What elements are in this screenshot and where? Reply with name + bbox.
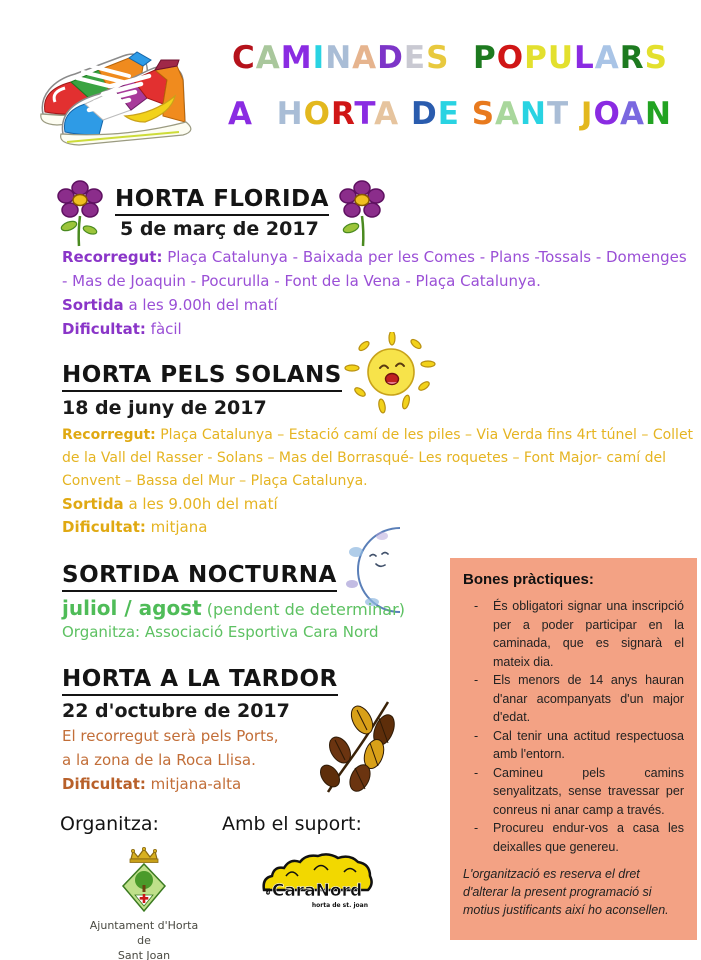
smiling-sun-icon: [342, 332, 447, 416]
tardor-line2: a la zona de la Roca Llisa.: [62, 751, 256, 769]
sortida-text: a les 9.00h del matí: [128, 296, 278, 314]
bullet-text: Cal tenir una actitud respectuosa amb l'entorn.: [493, 728, 684, 761]
organitza-label: Organitza:: [60, 813, 159, 835]
recorregut-line: [62, 245, 690, 293]
sortida-label: Sortida: [62, 495, 124, 513]
recorregut-text: Plaça Catalunya - Baixada per les Comes - Plans -Tossals - Domenges - Mas de Joaquin - Pocurulla - Font de la Vena - Plaça Catalunya.: [62, 248, 687, 290]
bones-bullet: [463, 597, 684, 671]
bones-bullet: [463, 764, 684, 820]
bones-practiques-title: Bones pràctiques:: [463, 571, 594, 588]
section-title-sortida-nocturna: SORTIDA NOCTURNA: [62, 562, 337, 592]
section-date-horta-a-la-tardor: 22 d'octubre de 2017: [62, 700, 290, 722]
dificultat-label: Dificultat:: [62, 320, 146, 338]
dificultat-text: mitjana: [150, 518, 208, 536]
bullet-text: Procureu endur-vos a casa les deixalles que genereu.: [493, 821, 684, 854]
flower-icon: [336, 180, 388, 250]
sortida-text: a les 9.00h del matí: [128, 495, 278, 513]
recorregut-label: Recorregut:: [62, 248, 163, 266]
recorregut-line: [62, 424, 694, 493]
recorregut-label: Recorregut:: [62, 427, 156, 443]
dificultat-line: [62, 772, 322, 796]
section-date-horta-florida: 5 de març de 2017: [120, 218, 319, 240]
suport-label: Amb el suport:: [222, 813, 362, 835]
colorful-sneakers-image: [25, 18, 203, 150]
bullet-text: És obligatori signar una inscripció per a poder participar en la caminada, que es signarà el mateix dia.: [493, 599, 684, 669]
sortida-label: Sortida: [62, 296, 124, 314]
nocturna-months: juliol / agost: [62, 596, 202, 620]
dificultat-label: Dificultat:: [62, 518, 146, 536]
nocturna-note: (pendent de determinar): [206, 600, 405, 619]
caranord-wordmark: CaraNord: [271, 881, 363, 901]
bones-practiques-box: [450, 558, 697, 940]
section-date-horta-pels-solans: 18 de juny de 2017: [62, 397, 267, 419]
section-title-horta-a-la-tardor: HORTA A LA TARDOR: [62, 666, 338, 696]
caranord-el-text: el: [264, 887, 272, 895]
nocturna-date-line: [62, 596, 405, 620]
nocturna-organitza-line: Organitza: Associació Esportiva Cara Nord: [62, 623, 379, 641]
flower-icon: [54, 180, 106, 250]
dificultat-text: fàcil: [150, 320, 182, 338]
caranord-subtext: horta de st. joan: [311, 902, 368, 909]
section-title-horta-florida: HORTA FLORIDA: [115, 186, 329, 216]
section-body-horta-florida: [62, 245, 690, 341]
ajuntament-coat-of-arms: [117, 845, 171, 915]
section-title-horta-pels-solans: HORTA PELS SOLANS: [62, 362, 342, 392]
dificultat-text: mitjana-alta: [150, 775, 242, 793]
bones-bullet: [463, 727, 684, 764]
recorregut-text: Plaça Catalunya – Estació camí de les piles – Via Verda fins 4rt túnel – Collet de la Vall del Rasser - Solans – Mas del Borrasqué- Les roquetes – Font Major- camí del Convent – Bassa del Mur – Plaça Catalunya.: [62, 427, 694, 489]
sortida-line: [62, 293, 690, 317]
tardor-line1: El recorregut serà pels Ports,: [62, 727, 279, 745]
bones-practiques-disclaimer: L'organització es reserva el dret d'alterar la present programació si motius justificants així ho aconsellen.: [463, 867, 669, 917]
poster-title-line2: A HORTA DE SANT JOAN: [228, 96, 672, 132]
bullet-text: Els menors de 14 anys hauran d'anar acompanyats d'un major d'edat.: [493, 673, 684, 724]
bullet-dash: -: [474, 599, 479, 613]
bullet-dash: -: [474, 821, 479, 835]
bullet-text: Camineu pels camins senyalitzats, sense travessar per conreus ni anar camp a través.: [493, 765, 684, 817]
sortida-line: [62, 493, 694, 516]
ajuntament-caption-line2: Sant Joan: [117, 949, 171, 960]
bones-bullet: [463, 819, 684, 856]
section-body-horta-a-la-tardor: [62, 724, 322, 796]
ajuntament-caption-line1: Ajuntament d'Horta de: [89, 919, 199, 947]
poster-title-line1: CAMINADES POPULARS: [232, 40, 668, 76]
bullet-dash: -: [474, 673, 479, 687]
ajuntament-caption: [84, 918, 204, 960]
caranord-logo: [256, 850, 378, 912]
bullet-dash: -: [474, 765, 479, 780]
dificultat-label: Dificultat:: [62, 775, 146, 793]
autumn-leaves-icon: [316, 698, 396, 796]
bullet-dash: -: [474, 728, 479, 743]
bones-bullet: [463, 671, 684, 727]
